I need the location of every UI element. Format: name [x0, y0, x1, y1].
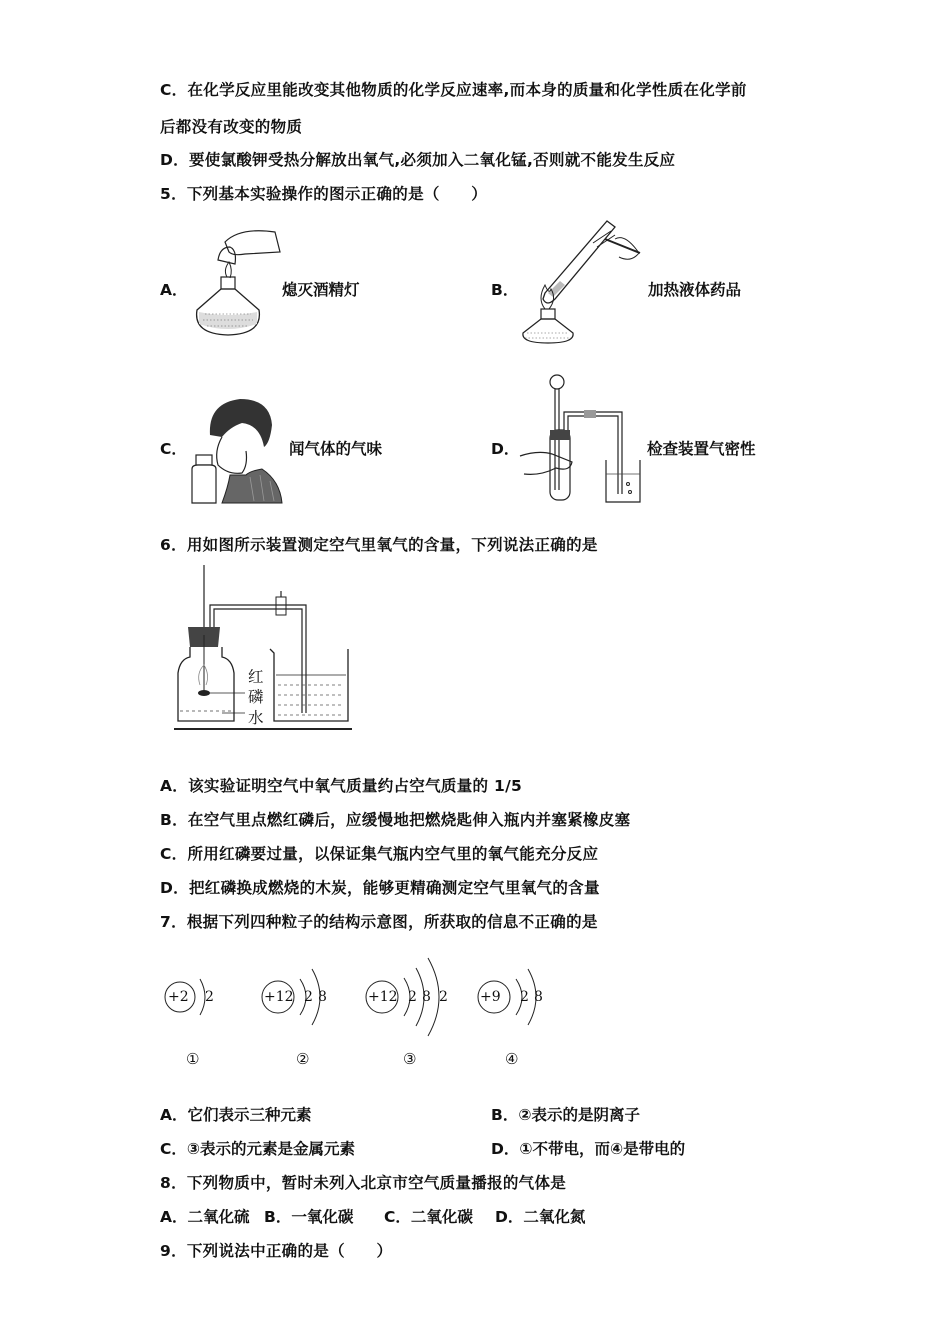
q8-option-b: B．一氧化碳 [264, 1208, 354, 1226]
q6-option-b: B．在空气里点燃红磷后，应缓慢地把燃烧匙伸入瓶内并塞紧橡皮塞 [160, 811, 631, 829]
q6-option-a: A．该实验证明空气中氧气质量约占空气质量的 1/5 [160, 777, 523, 795]
q9-stem: 9．下列说法中正确的是（ ） [160, 1242, 393, 1260]
q5-option-a-label: A． [160, 281, 188, 299]
particle-1-nucleus: +2 [168, 989, 189, 1005]
q4-option-c-line1: C．在化学反应里能改变其他物质的化学反应速率,而本身的质量和化学性质在化学前 [160, 81, 747, 99]
q6-label-hong: 红 [248, 668, 264, 686]
particle-2-shell-1: 2 [304, 989, 313, 1005]
q5-option-a-caption: 熄灭酒精灯 [282, 281, 360, 299]
q8-option-a: A．二氧化硫 [160, 1208, 250, 1226]
q5-option-b-caption: 加热液体药品 [648, 281, 742, 299]
airtightness-check-illustration [520, 372, 650, 507]
particle-3-shell-2: 8 [422, 989, 431, 1005]
particle-1-marker: ① [186, 1050, 200, 1068]
smell-gas-illustration [190, 395, 285, 505]
q7-option-a: A．它们表示三种元素 [160, 1106, 312, 1124]
q5-option-c-caption: 闻气体的气味 [289, 440, 383, 458]
particle-3-shell-1: 2 [408, 989, 417, 1005]
q5-option-c-label: C． [160, 440, 187, 458]
q7-stem: 7．根据下列四种粒子的结构示意图，所获取的信息不正确的是 [160, 913, 598, 931]
particle-4-marker: ④ [505, 1050, 519, 1068]
particle-3-shell-3: 2 [439, 989, 448, 1005]
q5-stem: 5．下列基本实验操作的图示正确的是（ ） [160, 185, 488, 203]
q7-option-b: B．②表示的是阴离子 [491, 1106, 640, 1124]
q7-option-d: D．①不带电，而④是带电的 [491, 1140, 686, 1158]
particle-4-shell-2: 8 [534, 989, 543, 1005]
q4-option-d: D．要使氯酸钾受热分解放出氧气,必须加入二氧化锰,否则就不能发生反应 [160, 151, 676, 169]
particle-4-shell-1: 2 [520, 989, 529, 1005]
q5-option-d-label: D． [491, 440, 520, 458]
particle-2-nucleus: +12 [264, 989, 294, 1005]
q5-option-b-label: B． [491, 281, 519, 299]
q7-option-c: C．③表示的元素是金属元素 [160, 1140, 355, 1158]
q6-stem: 6．用如图所示装置测定空气里氧气的含量，下列说法正确的是 [160, 536, 598, 554]
particle-1-shell-1: 2 [205, 989, 214, 1005]
q8-option-d: D．二氧化氮 [495, 1208, 586, 1226]
extinguish-lamp-illustration [185, 222, 285, 342]
particle-2-marker: ② [296, 1050, 310, 1068]
heat-liquid-illustration [515, 213, 650, 343]
q8-stem: 8．下列物质中，暂时未列入北京市空气质量播报的气体是 [160, 1174, 567, 1192]
q4-option-c-line2: 后都没有改变的物质 [160, 118, 303, 136]
particle-2-shell-2: 8 [318, 989, 327, 1005]
particle-3-marker: ③ [403, 1050, 417, 1068]
q5-option-d-caption: 检查装置气密性 [647, 440, 756, 458]
q6-option-d: D．把红磷换成燃烧的木炭，能够更精确测定空气里氧气的含量 [160, 879, 600, 897]
particle-3-nucleus: +12 [368, 989, 398, 1005]
particle-4-nucleus: +9 [480, 989, 501, 1005]
q6-label-shui: 水 [248, 709, 264, 727]
q8-option-c: C．二氧化碳 [384, 1208, 473, 1226]
q6-label-lin: 磷 [248, 688, 264, 706]
q6-option-c: C．所用红磷要过量，以保证集气瓶内空气里的氧气能充分反应 [160, 845, 599, 863]
